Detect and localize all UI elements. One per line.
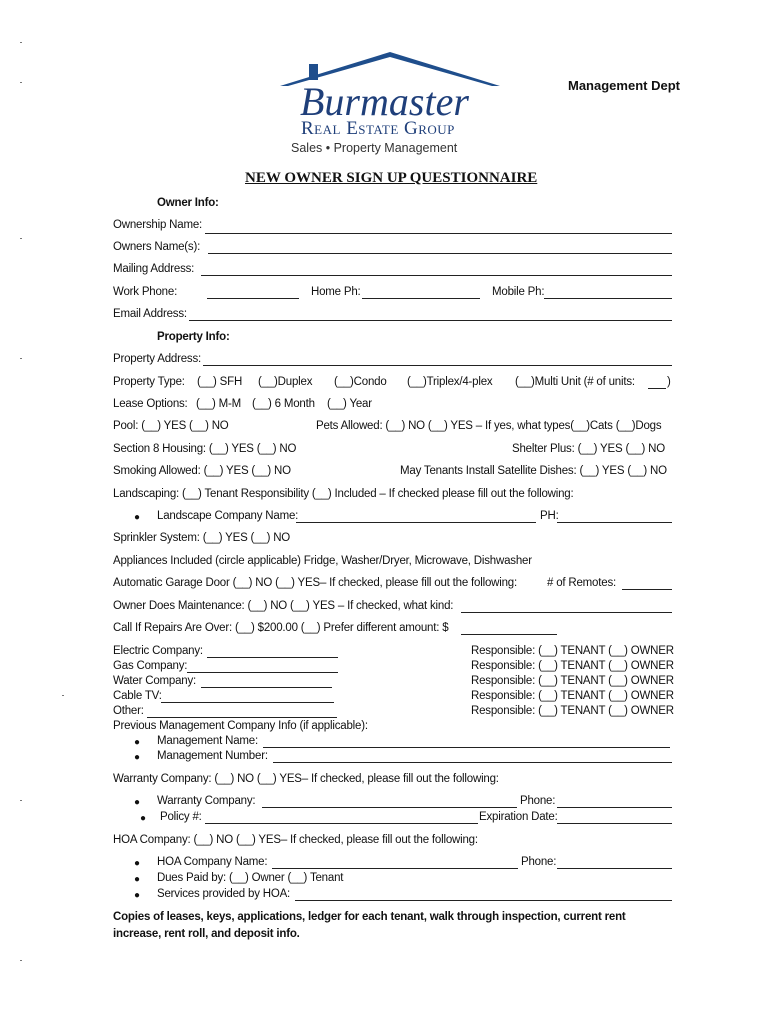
mgmt-number-label: Management Number: [157,750,268,762]
other-utility-label: Other: [113,705,144,717]
remotes-field[interactable] [622,589,672,590]
email-field[interactable] [189,320,672,321]
remotes-label: # of Remotes: [547,577,616,589]
mobile-phone-label: Mobile Ph: [492,286,545,298]
scan-artifact [62,695,64,696]
hoa-company-label: HOA Company Name: [157,856,268,868]
property-type-condo-checkbox[interactable]: (__)Condo [334,376,387,388]
warranty-phone-label: Phone: [520,795,556,807]
shelter-plus-question[interactable]: Shelter Plus: (__) YES (__) NO [512,443,665,455]
maintenance-question[interactable]: Owner Does Maintenance: (__) NO (__) YES – If checked, what kind: [113,600,454,612]
logo-subtitle: Real Estate Group [301,118,455,139]
property-info-heading: Property Info: [157,331,230,343]
documents-note-line1: Copies of leases, keys, applications, ledger for each tenant, walk through inspection, current rent [113,911,626,923]
other-responsible[interactable]: Responsible: (__) TENANT (__) OWNER [471,705,674,717]
other-utility-field[interactable] [147,717,337,718]
bullet-icon: ● [134,797,141,808]
mobile-phone-field[interactable] [544,298,672,299]
pool-question[interactable]: Pool: (__) YES (__) NO [113,420,229,432]
hoa-services-field[interactable] [295,900,672,901]
hoa-question[interactable]: HOA Company: (__) NO (__) YES– If checked, please fill out the following: [113,834,478,846]
electric-company-field[interactable] [207,657,338,658]
warranty-company-label: Warranty Company: [157,795,256,807]
scan-artifact [20,358,22,359]
appliances-question: Appliances Included (circle applicable) Fridge, Washer/Dryer, Microwave, Dishwasher [113,555,532,567]
previous-mgmt-heading: Previous Management Company Info (if applicable): [113,720,368,732]
bullet-icon: ● [134,890,141,901]
scan-artifact [20,42,22,43]
work-phone-label: Work Phone: [113,286,178,298]
logo-name: Burmaster [300,79,469,124]
cable-responsible[interactable]: Responsible: (__) TENANT (__) OWNER [471,690,674,702]
warranty-phone-field[interactable] [557,807,672,808]
electric-company-label: Electric Company: [113,645,203,657]
hoa-services-label: Services provided by HOA: [157,888,291,900]
scan-artifact [20,800,22,801]
cable-tv-field[interactable] [161,702,334,703]
section8-question[interactable]: Section 8 Housing: (__) YES (__) NO [113,443,297,455]
dues-paid-question[interactable]: Dues Paid by: (__) Owner (__) Tenant [157,872,344,884]
hoa-phone-field[interactable] [557,868,672,869]
warranty-question[interactable]: Warranty Company: (__) NO (__) YES– If checked, please fill out the following: [113,773,499,785]
bullet-icon: ● [134,752,141,763]
cable-tv-label: Cable TV: [113,690,162,702]
electric-responsible[interactable]: Responsible: (__) TENANT (__) OWNER [471,645,674,657]
hoa-company-field[interactable] [272,868,518,869]
gas-company-label: Gas Company: [113,660,188,672]
landscaping-question[interactable]: Landscaping: (__) Tenant Responsibility (__) Included – If checked please fill out the following: [113,488,574,500]
units-count-field[interactable] [648,388,666,389]
property-type-multi-checkbox[interactable]: (__)Multi Unit (# of units: [515,376,635,388]
policy-label: Policy #: [160,811,202,823]
repairs-amount-field[interactable] [461,634,557,635]
hoa-phone-label: Phone: [521,856,557,868]
property-type-triplex-checkbox[interactable]: (__)Triplex/4-plex [407,376,493,388]
expiration-label: Expiration Date: [479,811,558,823]
property-address-label: Property Address: [113,353,202,365]
mgmt-name-field[interactable] [263,747,670,748]
garage-question[interactable]: Automatic Garage Door (__) NO (__) YES– If checked, please fill out the following: [113,577,517,589]
mgmt-number-field[interactable] [273,762,672,763]
ownership-name-field[interactable] [205,233,672,234]
policy-field[interactable] [205,823,478,824]
landscape-ph-label: PH: [540,510,559,522]
scan-artifact [20,82,22,83]
property-type-label: Property Type: [113,376,185,388]
property-type-sfh-checkbox[interactable]: (__) SFH [197,376,243,388]
email-label: Email Address: [113,308,187,320]
owners-names-field[interactable] [208,253,672,254]
repairs-question[interactable]: Call If Repairs Are Over: (__) $200.00 (__) Prefer different amount: $ [113,622,449,634]
landscape-company-field[interactable] [296,522,536,523]
scan-artifact [20,238,22,239]
lease-6month-checkbox[interactable]: (__) 6 Month [252,398,315,410]
property-address-field[interactable] [203,365,672,366]
lease-year-checkbox[interactable]: (__) Year [327,398,372,410]
landscape-ph-field[interactable] [557,522,672,523]
water-company-field[interactable] [201,687,332,688]
landscape-company-label: Landscape Company Name: [157,510,299,522]
bullet-icon: ● [134,737,141,748]
logo-tagline: Sales • Property Management [291,141,458,155]
maintenance-field[interactable] [461,612,672,613]
gas-company-field[interactable] [187,672,338,673]
pets-question[interactable]: Pets Allowed: (__) NO (__) YES – If yes, what types(__)Cats (__)Dogs [316,420,662,432]
water-responsible[interactable]: Responsible: (__) TENANT (__) OWNER [471,675,674,687]
warranty-company-field[interactable] [262,807,517,808]
mgmt-name-label: Management Name: [157,735,258,747]
mailing-address-label: Mailing Address: [113,263,195,275]
sprinkler-question[interactable]: Sprinkler System: (__) YES (__) NO [113,532,291,544]
satellite-question[interactable]: May Tenants Install Satellite Dishes: (__) YES (__) NO [400,465,667,477]
mailing-address-field[interactable] [201,275,672,276]
bullet-icon: ● [134,858,141,869]
bullet-icon: ● [134,874,141,885]
home-phone-field[interactable] [362,298,480,299]
documents-note-line2: increase, rent roll, and deposit info. [113,928,300,940]
scan-artifact [20,960,22,961]
property-type-duplex-checkbox[interactable]: (__)Duplex [258,376,313,388]
bullet-icon: ● [140,813,147,824]
department-label: Management Dept [568,78,680,93]
expiration-field[interactable] [557,823,672,824]
form-title: NEW OWNER SIGN UP QUESTIONNAIRE [245,170,538,186]
units-close-paren: ) [667,376,671,388]
ownership-name-label: Ownership Name: [113,219,203,231]
home-phone-label: Home Ph: [311,286,361,298]
owners-names-label: Owners Name(s): [113,241,201,253]
gas-responsible[interactable]: Responsible: (__) TENANT (__) OWNER [471,660,674,672]
lease-mm-checkbox[interactable]: (__) M-M [196,398,242,410]
water-company-label: Water Company: [113,675,197,687]
smoking-question[interactable]: Smoking Allowed: (__) YES (__) NO [113,465,291,477]
owner-info-heading: Owner Info: [157,197,219,209]
work-phone-field[interactable] [207,298,299,299]
lease-options-label: Lease Options: [113,398,188,410]
bullet-icon: ● [134,512,141,523]
